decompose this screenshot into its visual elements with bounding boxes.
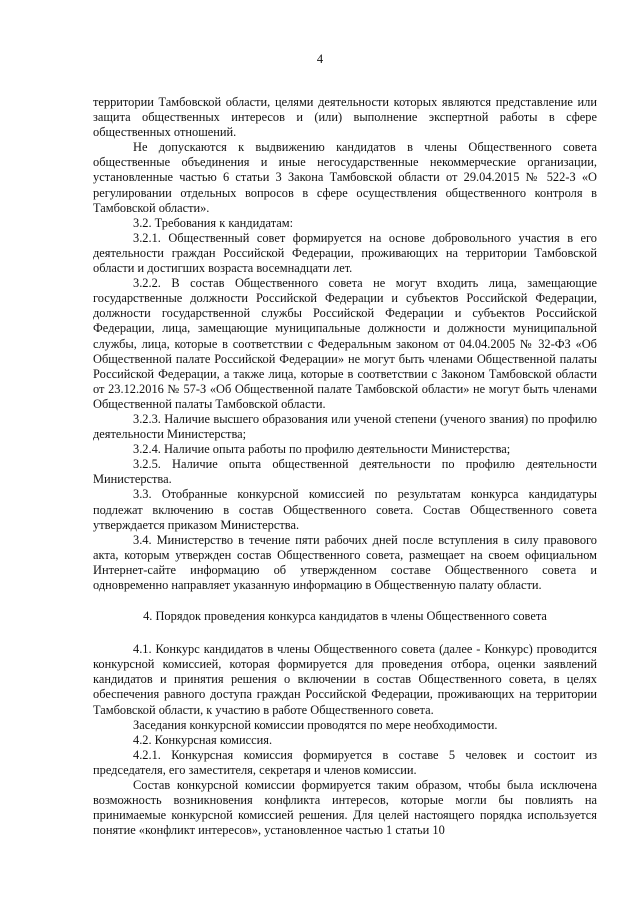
paragraph: 4.2. Конкурсная комиссия. — [133, 732, 273, 747]
paragraph: 3.3. Отобранные конкурсной комиссией по результатам конкурса кандидатуры подлежат включению в состав Общественного совета. Состав Общественного совета утверждается приказом Министерства. — [93, 487, 597, 532]
paragraph: 4.1. Конкурс кандидатов в члены Общественного совета (далее - Конкурс) проводится конкурсной комиссией, которая формируется для проведения отбора, оценки заявлений кандидатов и принятия решения о включении в состав Общественного совета, в целях обеспечения равного доступа граждан Российской Федерации, проживающих на территории Тамбовской области, к участию в работе Общественного совета. — [93, 642, 597, 717]
paragraph: 4.2.1. Конкурсная комиссия формируется в составе 5 человек и состоит из председателя, его заместителя, секретаря и членов комиссии. — [93, 747, 597, 777]
paragraph: территории Тамбовской области, целями деятельности которых являются представление или защита общественных интересов и (или) выполнение экспертной работы в сфере общественных отношений. — [93, 95, 597, 140]
paragraph: Заседания конкурсной комиссии проводятся по мере необходимости. — [133, 717, 498, 732]
paragraph: 3.2.4. Наличие опыта работы по профилю деятельности Министерства; — [133, 442, 511, 457]
paragraph: 3.2.2. В состав Общественного совета не могут входить лица, замещающие государственные должности Российской Федерации и субъектов Российской Федерации, должности государственной службы Российской Федерации и субъектов Российской Федерации, лица, замещающие муниципальные должности и должности муниципальной службы, лица, которые в соответствии с Федеральным законом от 04.04.2005 № 32-ФЗ «Об Общественной палате Российской Федерации» не могут быть членами Общественной палаты Российской Федерации, а также лица, которые в соответствии с Законом Тамбовской области от 23.12.2016 № 57-З «Об Общественной палате Тамбовской области» не могут быть членами Общественной палаты Тамбовской области. — [93, 276, 597, 411]
paragraph: 3.4. Министерство в течение пяти рабочих дней после вступления в силу правового акта, которым утвержден состав Общественного совета, размещает на своем официальном Интернет-сайте информацию об утвержденном составе Общественного совета и одновременно направляет указанную информацию в Общественную палату области. — [93, 532, 597, 592]
document-body — [93, 95, 597, 838]
paragraph: 3.2.3. Наличие высшего образования или ученой степени (ученого звания) по профилю деятельности Министерства; — [93, 411, 597, 442]
page-number: 4 — [316, 52, 324, 66]
paragraph: 3.2.5. Наличие опыта общественной деятельности по профилю деятельности Министерства. — [93, 457, 597, 487]
paragraph: 3.2. Требования к кандидатам: — [133, 215, 294, 230]
paragraph: 3.2.1. Общественный совет формируется на основе добровольного участия в его деятельности граждан Российской Федерации, проживающих на территории Тамбовской области и достигших возраста восемнадцати лет. — [93, 230, 597, 276]
paragraph: Состав конкурсной комиссии формируется таким образом, чтобы была исключена возможность возникновения конфликта интересов, которые могли бы повлиять на принимаемые конкурсной комиссией решения. Для целей настоящего порядка используется понятие «конфликт интересов», установленное частью 1 статьи 10 — [93, 778, 597, 838]
paragraph: Не допускаются к выдвижению кандидатов в члены Общественного совета общественные объединения и иные негосударственные некоммерческие организации, установленные частью 6 статьи 3 Закона Тамбовской области от 29.04.2015 № 522-З «О регулировании отдельных вопросов в сфере осуществления общественного контроля в Тамбовской области». — [93, 140, 597, 215]
section-heading: 4. Порядок проведения конкурса кандидатов в члены Общественного совета — [143, 609, 547, 624]
